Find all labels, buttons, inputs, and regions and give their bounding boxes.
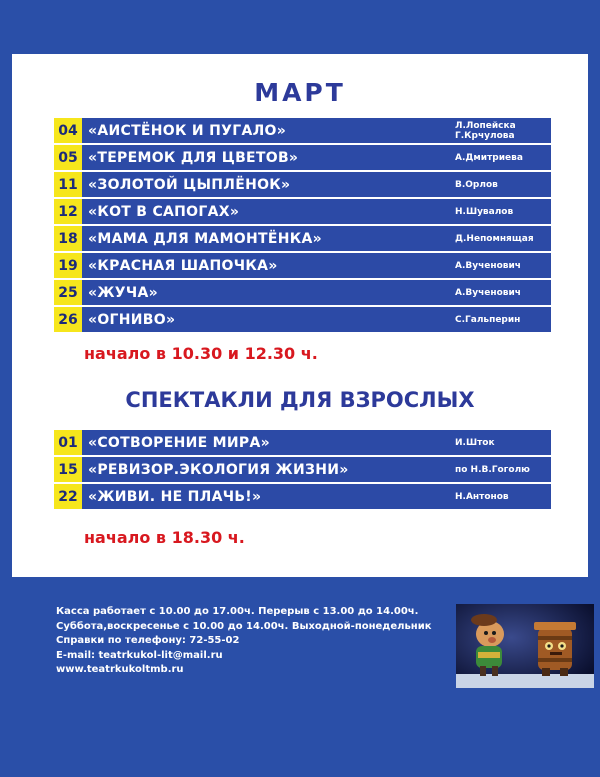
day-cell: 26 <box>54 307 82 332</box>
info-weekend: Суббота,воскресенье с 10.00 до 14.00ч. Выходной-понедельник <box>56 620 432 632</box>
month-title: МАРТ <box>254 78 346 107</box>
adults-schedule-table <box>54 430 551 511</box>
info-hours: Касса работает с 10.00 до 17.00ч. Перерыв с 13.00 до 14.00ч. <box>56 606 419 617</box>
show-title: «КРАСНАЯ ШАПОЧКА» <box>88 257 278 274</box>
info-website: www.teatrkukoltmb.ru <box>56 664 184 675</box>
show-title: «КОТ В САПОГАХ» <box>88 203 240 220</box>
show-author: А.Дмитриева <box>455 152 523 163</box>
puppet-photo <box>456 604 594 688</box>
table-row <box>54 430 551 455</box>
show-author: Н.Шувалов <box>455 206 514 217</box>
table-row <box>54 457 551 482</box>
day-cell: 12 <box>54 199 82 224</box>
author-line: Г.Крчулова <box>455 130 515 141</box>
info-email: E-mail: teatrkukol-lit@mail.ru <box>56 649 223 661</box>
table-row <box>54 172 551 197</box>
day-cell: 11 <box>54 172 82 197</box>
day-cell: 15 <box>54 457 82 482</box>
show-title: «РЕВИЗОР.ЭКОЛОГИЯ ЖИЗНИ» <box>88 461 349 478</box>
table-row <box>54 253 551 278</box>
show-title: «ОГНИВО» <box>88 311 176 328</box>
show-title: «МАМА ДЛЯ МАМОНТЁНКА» <box>88 230 322 247</box>
table-row <box>54 307 551 332</box>
table-row <box>54 226 551 251</box>
march-start-time: начало в 10.30 и 12.30 ч. <box>84 344 318 363</box>
show-title: «ТЕРЕМОК ДЛЯ ЦВЕТОВ» <box>88 149 299 166</box>
box-office-info <box>56 605 432 678</box>
day-cell: 01 <box>54 430 82 455</box>
table-row <box>54 280 551 305</box>
march-schedule-table <box>54 118 551 334</box>
day-cell: 19 <box>54 253 82 278</box>
show-title: «АИСТЁНОК И ПУГАЛО» <box>88 122 287 139</box>
adults-start-time: начало в 18.30 ч. <box>84 528 245 547</box>
show-author: А.Вученович <box>455 287 521 298</box>
table-row <box>54 118 551 143</box>
show-author: И.Шток <box>455 437 495 448</box>
table-row <box>54 484 551 509</box>
adults-section-title: СПЕКТАКЛИ ДЛЯ ВЗРОСЛЫХ <box>125 388 475 412</box>
table-row <box>54 145 551 170</box>
show-author: Н.Антонов <box>455 491 509 502</box>
table-row <box>54 199 551 224</box>
show-title: «ЗОЛОТОЙ ЦЫПЛЁНОК» <box>88 176 291 193</box>
day-cell: 18 <box>54 226 82 251</box>
show-author: В.Орлов <box>455 179 498 190</box>
show-title: «ЖУЧА» <box>88 284 158 301</box>
author-line: Л.Лопейска <box>455 120 516 131</box>
day-cell: 05 <box>54 145 82 170</box>
show-title: «СОТВОРЕНИЕ МИРА» <box>88 434 270 451</box>
show-title: «ЖИВИ. НЕ ПЛАЧЬ!» <box>88 488 262 505</box>
show-author: Д.Непомнящая <box>455 233 534 244</box>
info-phone: Справки по телефону: 72-55-02 <box>56 635 240 646</box>
puppet-illustration <box>456 604 594 688</box>
day-cell: 22 <box>54 484 82 509</box>
show-author <box>455 121 551 141</box>
show-author: по Н.В.Гоголю <box>455 464 530 475</box>
day-cell: 04 <box>54 118 82 143</box>
day-cell: 25 <box>54 280 82 305</box>
show-author: А.Вученович <box>455 260 521 271</box>
show-author: С.Гальперин <box>455 314 521 325</box>
